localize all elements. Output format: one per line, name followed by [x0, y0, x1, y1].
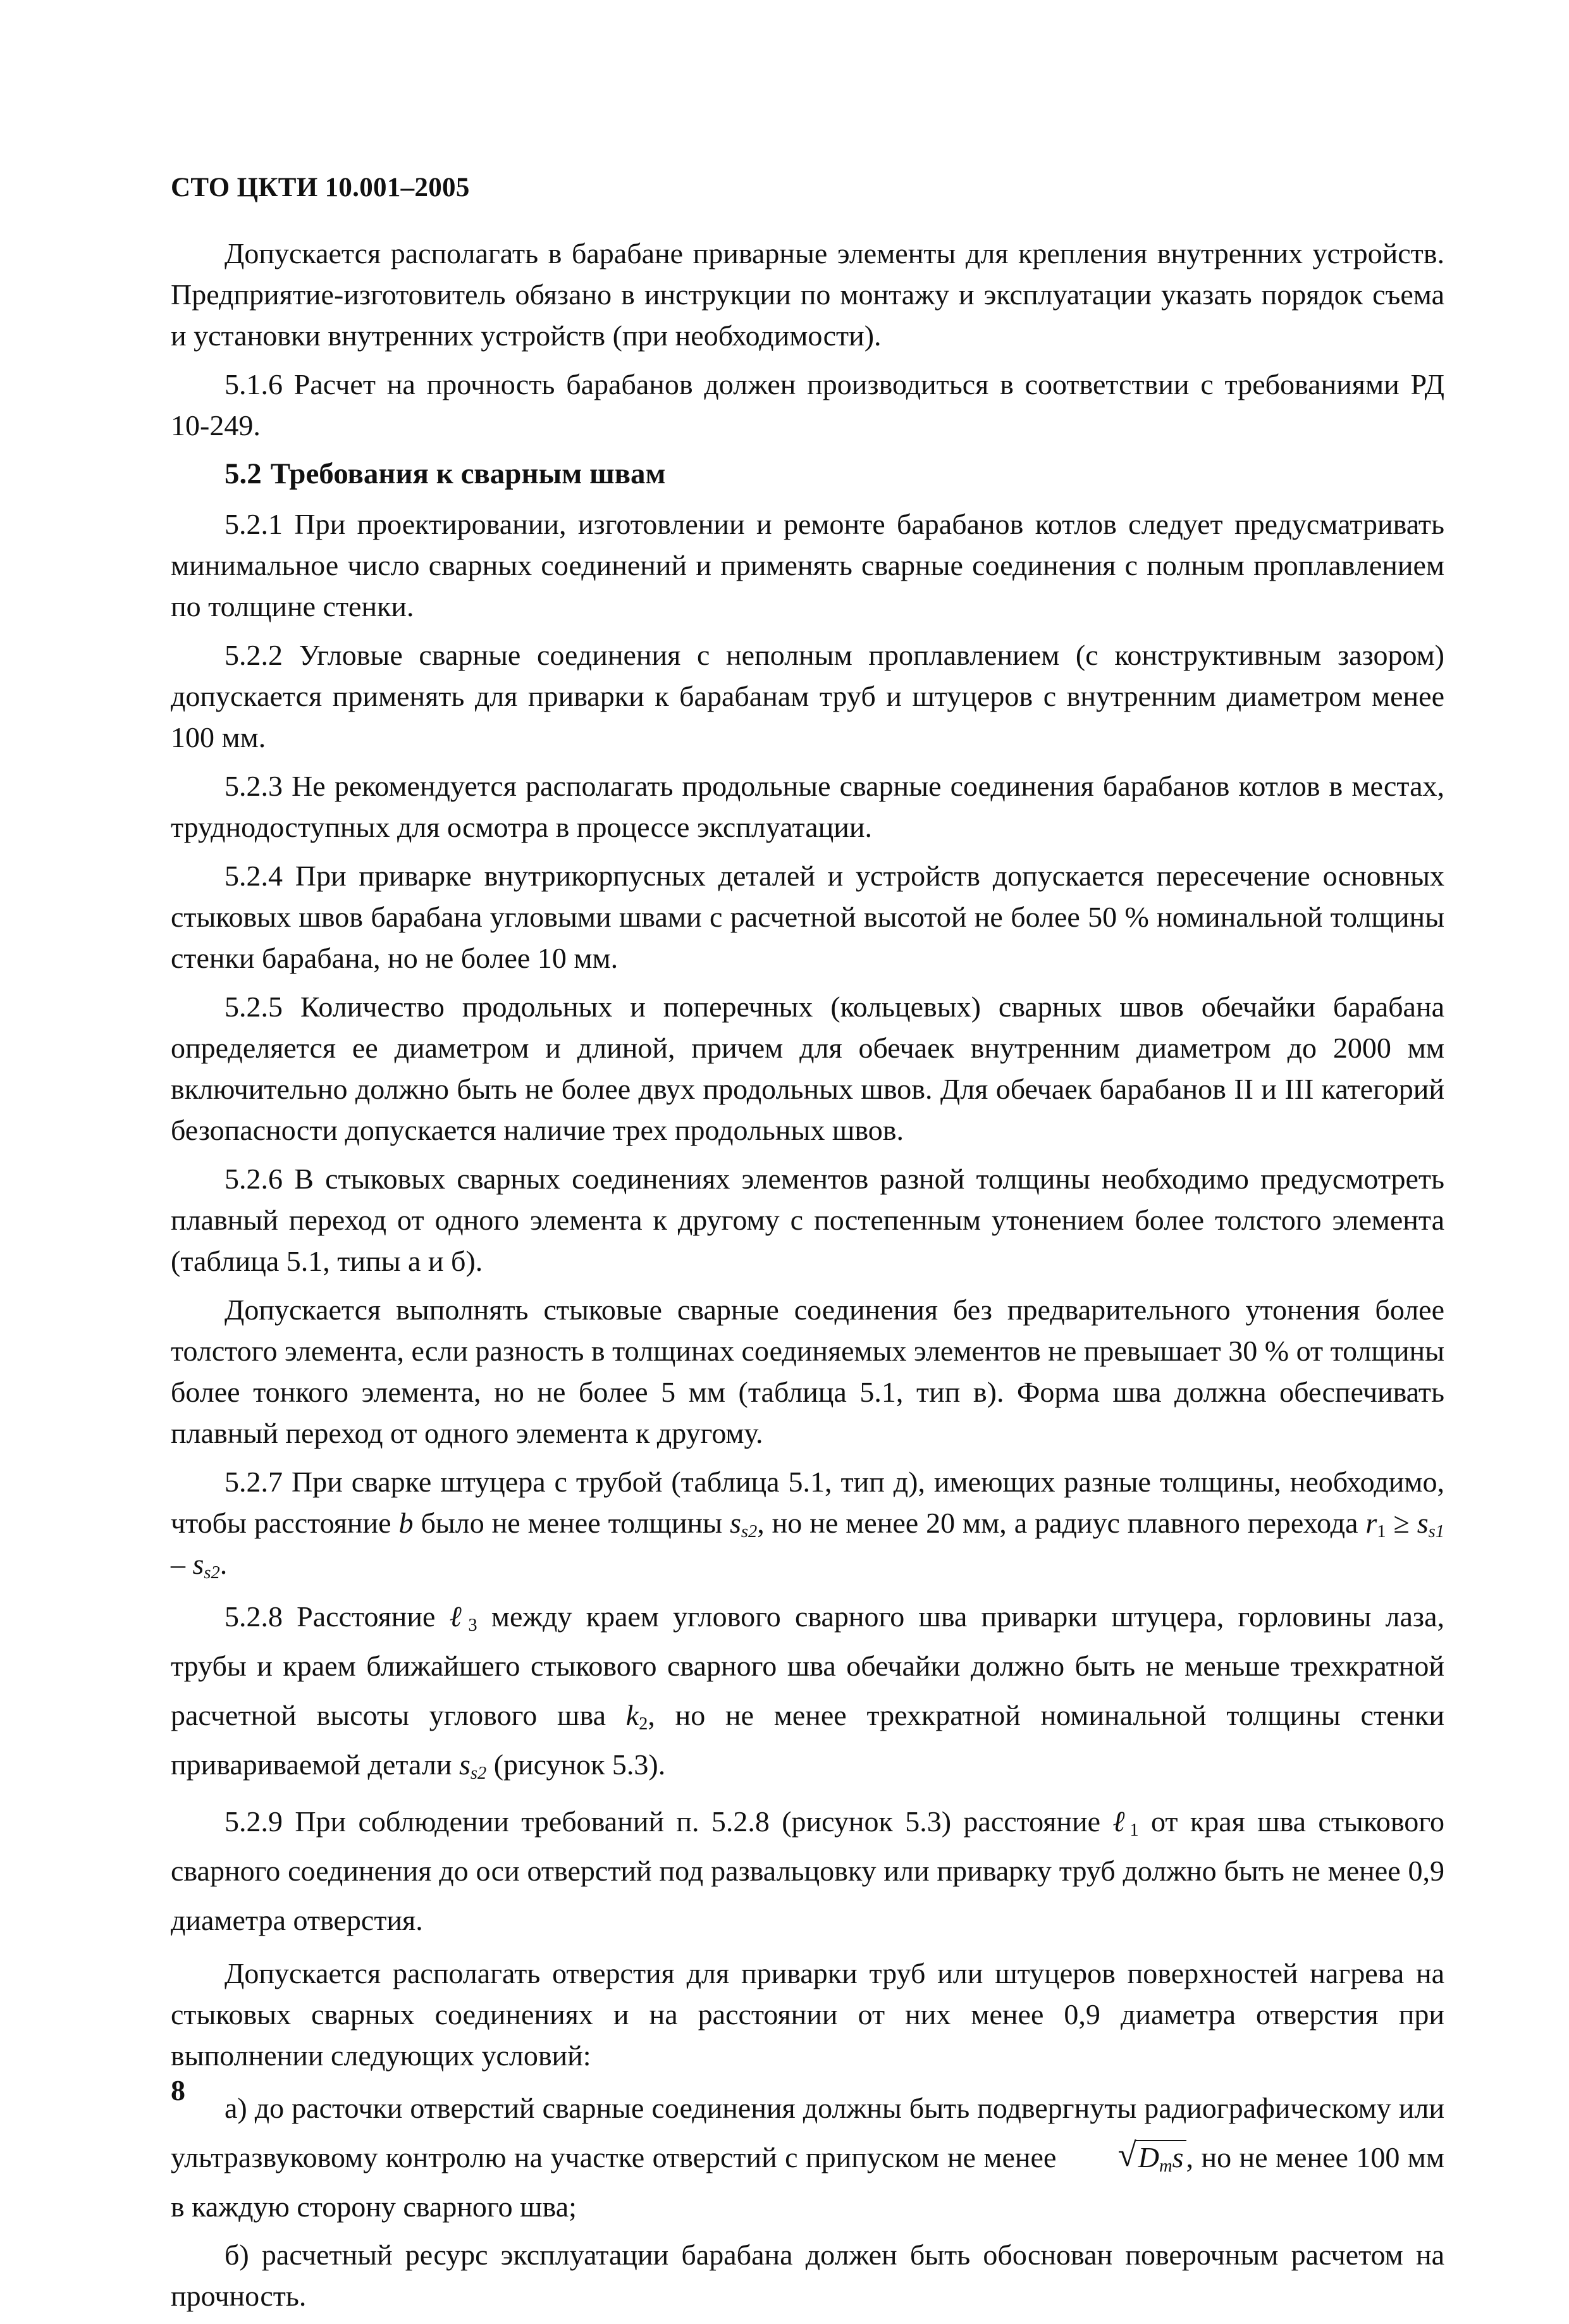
variable-b: b: [398, 1507, 414, 1539]
sqrt-formula: √ $D_ms$: [1064, 2133, 1186, 2182]
symbol-l1: ℓ: [1112, 1805, 1130, 1838]
condition-b: б) расчетный ресурс эксплуатации барабана должен быть обоснован поверочным расчетом на прочность.: [171, 2239, 1444, 2312]
paragraph-5-2-8: 5.2.8 Расстояние ℓ$_3$ между краем углового сварного шва приварки штуцера, горловины лаза, трубы и краем ближайшего стыкового сварного шва обечайки должно быть не меньше трехкратной расчетной высоты углового шва $k_2$, но не менее трехкратной номинальной толщины стенки привариваемой детали $s_{s2}$ (рисунок 5.3).: [171, 1600, 1445, 1784]
paragraph-5-2-2: 5.2.2 Угловые сварные соединения с неполным проплавлением (с конструктивным зазором) допускается применять для приварки к барабанам труб и штуцеров с внутренним диаметром менее 100 мм.: [171, 639, 1444, 753]
paragraph-5-2-7: 5.2.7 При сварке штуцера с трубой (таблица 5.1, тип д), имеющих разные толщины, необходимо, чтобы расстояние b было не менее толщины $s_{s2}$, но не менее 20 мм, а радиус плавного перехода $r_1 \ge s_{s1} - s_{s2}$.: [171, 1466, 1444, 1583]
paragraph-5-2-9-continued: Допускается располагать отверстия для приварки труб или штуцеров поверхностей нагрева на стыковых сварных соединениях и на расстоянии от них менее 0,9 диаметра отверстия при выполнении следующих условий:: [171, 1957, 1444, 2072]
section-title-text: Требования к сварным швам: [270, 457, 666, 490]
paragraph-5-2-6: 5.2.6 В стыковых сварных соединениях элементов разной толщины необходимо предусмотреть плавный переход от одного элемента к другому с постепенным утонением более толстого элемента (таблица 5.1, типы а и б).: [171, 1163, 1444, 1277]
page-number: 8: [171, 2074, 185, 2106]
section-number: 5.2: [225, 457, 262, 490]
paragraph-5-2-9: 5.2.9 При соблюдении требований п. 5.2.8 (рисунок 5.3) расстояние ℓ$_1$ от края шва стыкового сварного соединения до оси отверстий под развальцовку или приварку труб должно быть не менее 0,9 диаметра отверстия.: [171, 1805, 1444, 1936]
intro-paragraph: Допускается располагать в барабане приварные элементы для крепления внутренних устройств. Предприятие-изготовитель обязано в инструкции по монтажу и эксплуатации указать порядок съема и установки внутренних устройств (при необходимости).: [171, 237, 1444, 352]
paragraph-5-1-6: 5.1.6 Расчет на прочность барабанов должен производиться в соответствии с требованиями РД 10-249.: [171, 368, 1444, 442]
symbol-l3: ℓ: [449, 1600, 469, 1633]
document-code: СТО ЦКТИ 10.001–2005: [171, 173, 470, 202]
paragraph-5-2-6-continued: Допускается выполнять стыковые сварные соединения без предварительного утонения более толстого элемента, если разность в толщинах соединяемых элементов не превышает 30 % от толщины более тонкого элемента, но не более 5 мм (таблица 5.1, тип в). Форма шва должна обеспечивать плавный переход от одного элемента к другому.: [171, 1294, 1444, 1449]
paragraph-5-2-5: 5.2.5 Количество продольных и поперечных (кольцевых) сварных швов обечайки барабана определяется ее диаметром и длиной, причем для обечаек внутренним диаметром до 2000 мм включительно должно быть не более двух продольных швов. Для обечаек барабанов II и III категорий безопасности допускается наличие трех продольных швов.: [171, 991, 1444, 1146]
paragraph-5-2-4: 5.2.4 При приварке внутрикорпусных деталей и устройств допускается пересечение основных стыковых швов барабана угловыми швами с расчетной высотой не более 50 % номинальной толщины стенки барабана, но не более 10 мм.: [171, 860, 1444, 974]
paragraph-5-2-1: 5.2.1 При проектировании, изготовлении и ремонте барабанов котлов следует предусматривать минимальное число сварных соединений и применять сварные соединения с полным проплавлением по толщине стенки.: [171, 508, 1444, 622]
section-title: [171, 454, 1444, 495]
condition-a: а) до расточки отверстий сварные соединения должны быть подвергнуты радиографическому или ультразвуковому контролю на участке отверстий с припуском не менее √ $D_ms$, но не менее 100 мм в каждую сторону сварного шва;: [171, 2092, 1444, 2223]
paragraph-5-2-3: 5.2.3 Не рекомендуется располагать продольные сварные соединения барабанов котлов в местах, труднодоступных для осмотра в процессе эксплуатации.: [171, 770, 1444, 843]
page-body: [171, 233, 1444, 2324]
